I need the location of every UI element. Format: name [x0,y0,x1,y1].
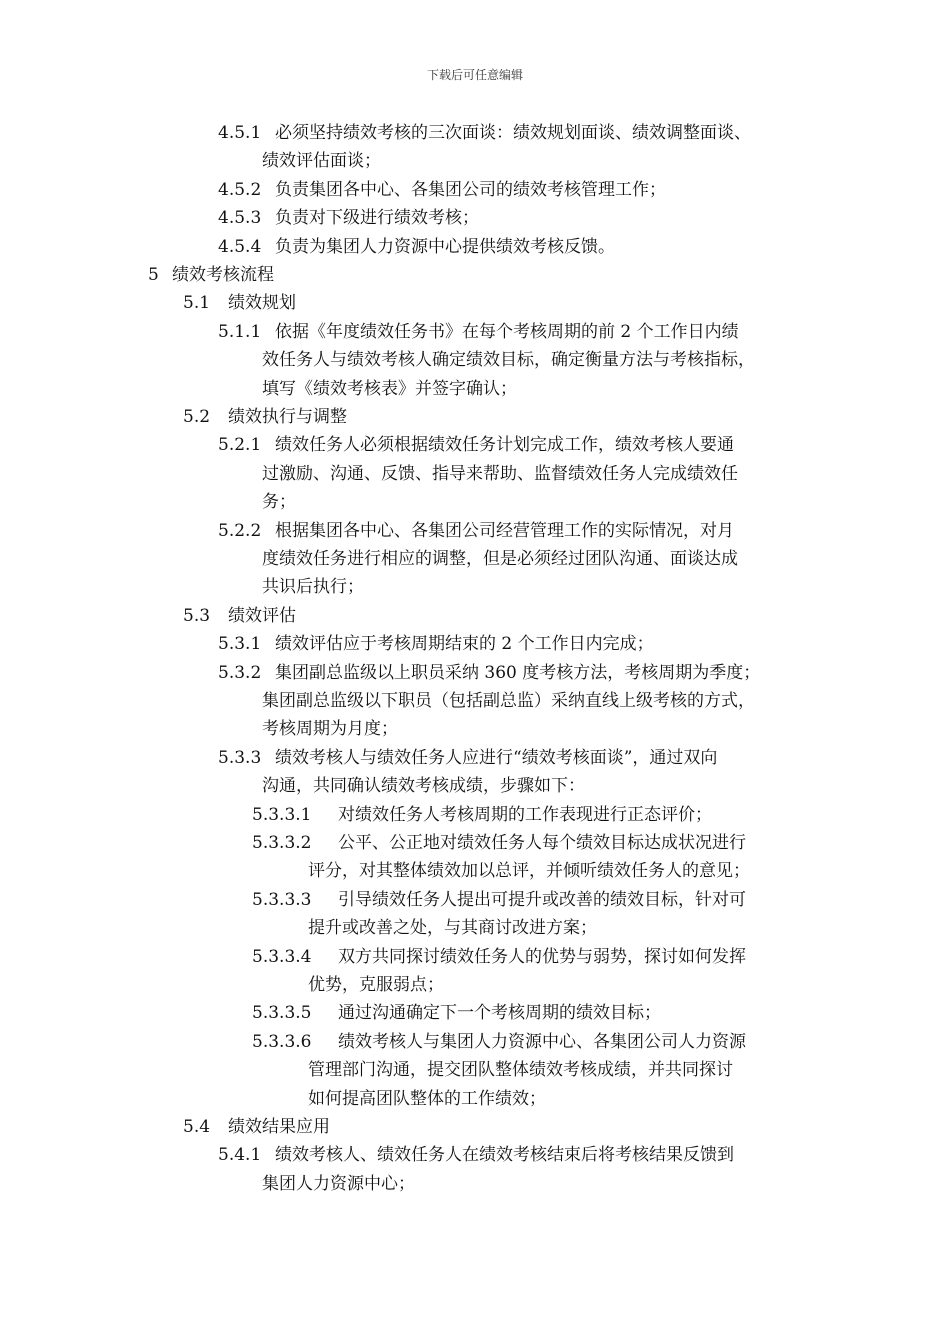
section-number: 5.3.3.3 [252,890,312,910]
clause-text: 负责对下级进行绩效考核； [275,208,479,228]
clause-text: 双方共同探讨绩效任务人的优势与弱势，探讨如何发挥 [338,947,746,967]
section-number: 5.3.3.6 [252,1032,312,1052]
section-number: 5.3.3.5 [252,1003,312,1023]
clause-text: 通过沟通确定下一个考核周期的绩效目标； [338,1003,661,1023]
clause-text-continuation: 填写《绩效考核表》并签字确认； [262,379,517,399]
clause-text: 根据集团各中心、各集团公司经营管理工作的实际情况，对月 [275,521,734,541]
clause-text-continuation: 效任务人与绩效考核人确定绩效目标，确定衡量方法与考核指标， [262,350,755,370]
section-number: 5.1.1 [218,322,262,342]
clause-text-continuation: 共识后执行； [262,577,364,597]
page-header-note: 下载后可任意编辑 [426,68,523,82]
section-number: 5.2.1 [218,435,262,455]
clause-text: 绩效评估应于考核周期结束的 2 个工作日内完成； [275,634,654,654]
clause-text-continuation: 管理部门沟通，提交团队整体绩效考核成绩，并共同探讨 [308,1060,733,1080]
clause-text-continuation: 沟通，共同确认绩效考核成绩，步骤如下： [262,776,585,796]
clause-text-continuation: 务； [262,492,296,512]
section-number: 5.4 [183,1117,211,1137]
section-number: 4.5.1 [218,123,262,143]
section-number: 5 [148,265,159,285]
subsection-heading: 绩效规划 [228,293,296,313]
section-number: 4.5.4 [218,237,262,257]
clause-text: 对绩效任务人考核周期的工作表现进行正态评价； [338,805,712,825]
section-number: 5.3.1 [218,634,262,654]
subsection-heading: 绩效结果应用 [228,1117,330,1137]
section-number: 5.1 [183,293,211,313]
clause-text-continuation: 评分，对其整体绩效加以总评，并倾听绩效任务人的意见； [308,861,750,881]
clause-text-continuation: 提升或改善之处，与其商讨改进方案； [308,918,597,938]
clause-text: 负责为集团人力资源中心提供绩效考核反馈。 [275,237,615,257]
section-number: 5.2 [183,407,211,427]
clause-text-continuation: 考核周期为月度； [262,719,398,739]
subsection-heading: 绩效评估 [228,606,296,626]
clause-text: 引导绩效任务人提出可提升或改善的绩效目标，针对可 [338,890,746,910]
clause-text-continuation: 绩效评估面谈； [262,151,381,171]
clause-text-continuation: 集团副总监级以下职员（包括副总监）采纳直线上级考核的方式， [262,691,755,711]
clause-text-continuation: 集团人力资源中心； [262,1174,415,1194]
section-heading: 绩效考核流程 [172,265,274,285]
clause-text: 绩效考核人与集团人力资源中心、各集团公司人力资源 [338,1032,746,1052]
section-number: 5.2.2 [218,521,262,541]
clause-text-continuation: 度绩效任务进行相应的调整，但是必须经过团队沟通、面谈达成 [262,549,738,569]
clause-text: 绩效考核人、绩效任务人在绩效考核结束后将考核结果反馈到 [275,1145,734,1165]
clause-text: 依据《年度绩效任务书》在每个考核周期的前 2 个工作日内绩 [275,322,739,342]
section-number: 4.5.3 [218,208,262,228]
clause-text: 公平、公正地对绩效任务人每个绩效目标达成状况进行 [338,833,746,853]
clause-text: 集团副总监级以上职员采纳 360 度考核方法，考核周期为季度； [275,663,761,683]
clause-text: 必须坚持绩效考核的三次面谈：绩效规划面谈、绩效调整面谈、 [275,123,751,143]
section-number: 5.3.3.4 [252,947,312,967]
clause-text: 负责集团各中心、各集团公司的绩效考核管理工作； [275,180,666,200]
subsection-heading: 绩效执行与调整 [228,407,347,427]
clause-text-continuation: 优势，克服弱点； [308,975,444,995]
clause-text-continuation: 过激励、沟通、反馈、指导来帮助、监督绩效任务人完成绩效任 [262,464,738,484]
clause-text: 绩效考核人与绩效任务人应进行“绩效考核面谈”，通过双向 [275,748,718,768]
section-number: 4.5.2 [218,180,262,200]
section-number: 5.3.3.2 [252,833,312,853]
section-number: 5.4.1 [218,1145,262,1165]
section-number: 5.3.3 [218,748,262,768]
clause-text-continuation: 如何提高团队整体的工作绩效； [308,1089,546,1109]
clause-text: 绩效任务人必须根据绩效任务计划完成工作，绩效考核人要通 [275,435,734,455]
section-number: 5.3 [183,606,211,626]
section-number: 5.3.3.1 [252,805,312,825]
section-number: 5.3.2 [218,663,262,683]
